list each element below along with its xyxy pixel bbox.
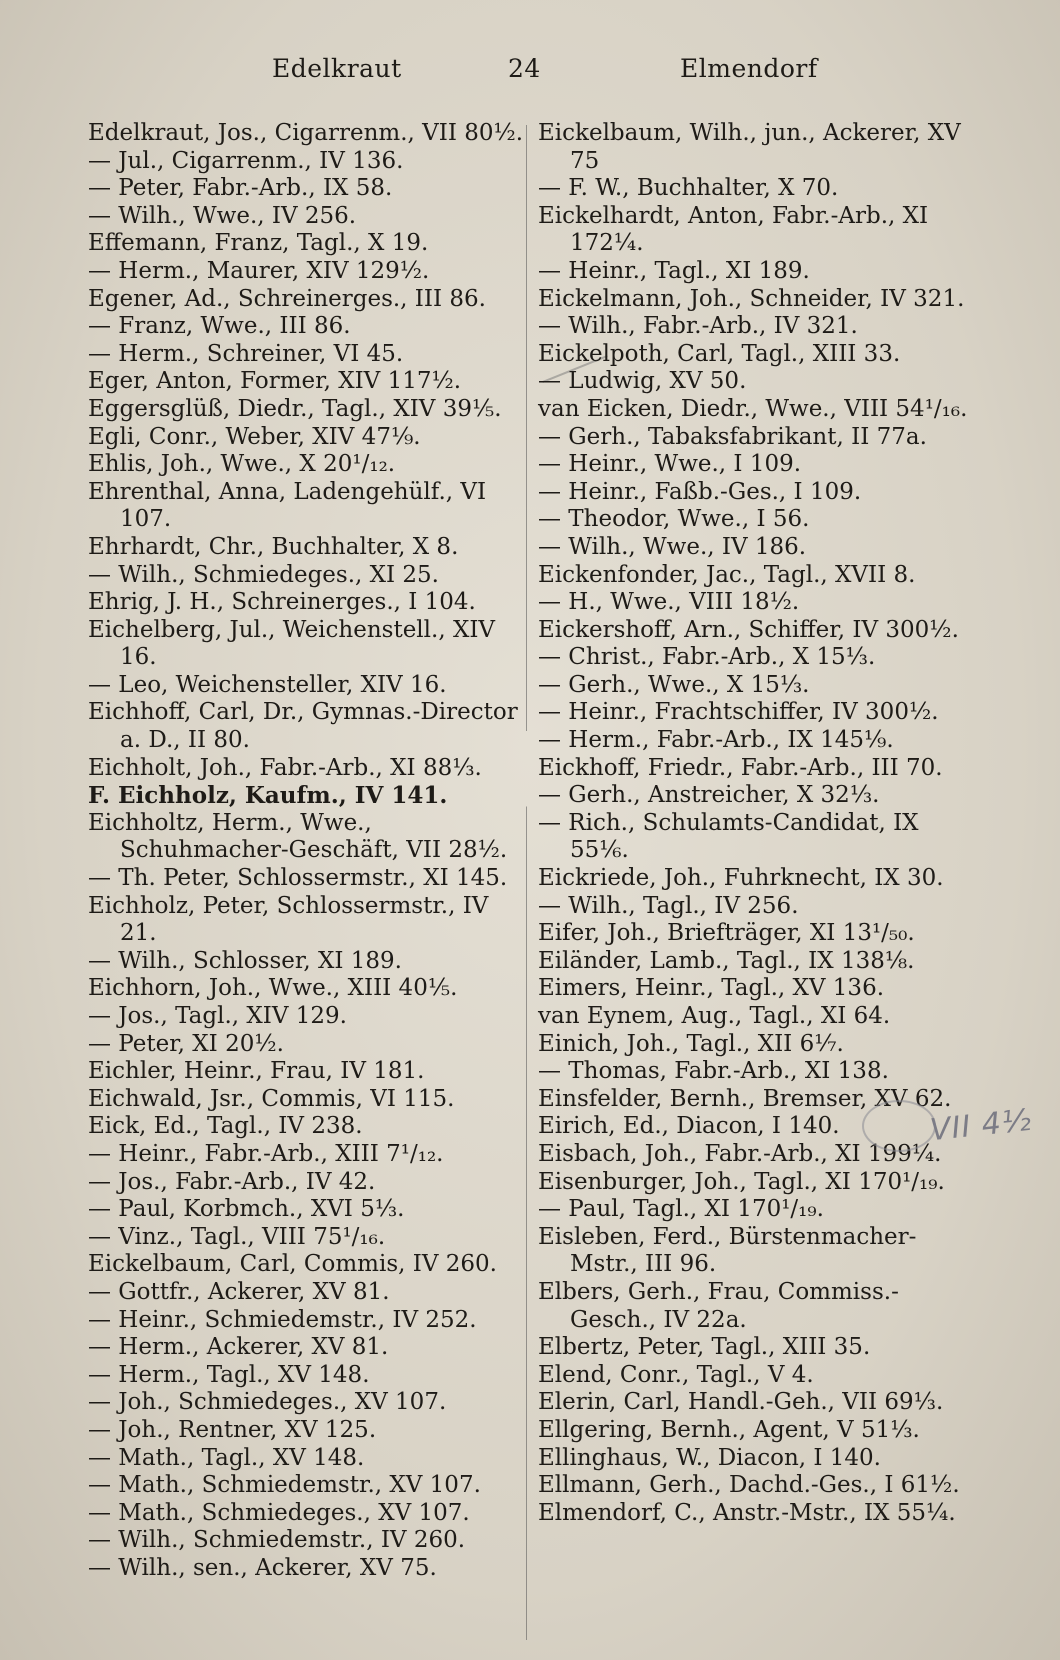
directory-entry: — Gerh., Tabaksfabrikant, II 77a. bbox=[538, 423, 927, 450]
directory-entry: — Wilh., Fabr.-Arb., IV 321. bbox=[538, 313, 858, 340]
directory-entry: — Thomas, Fabr.-Arb., XI 138. bbox=[538, 1058, 889, 1085]
directory-entry: Elend, Conr., Tagl., V 4. bbox=[538, 1361, 814, 1388]
directory-entry: — Paul, Korbmch., XVI 5⅓. bbox=[88, 1196, 405, 1223]
directory-entry: — Jos., Fabr.-Arb., IV 42. bbox=[88, 1168, 376, 1195]
directory-entry: Eickenfonder, Jac., Tagl., XVII 8. bbox=[538, 561, 916, 588]
directory-entry: van Eicken, Diedr., Wwe., VIII 54¹/₁₆. bbox=[538, 395, 968, 422]
directory-entry: Eichwald, Jsr., Commis, VI 115. bbox=[88, 1085, 455, 1112]
directory-entry: Eimers, Heinr., Tagl., XV 136. bbox=[538, 975, 885, 1002]
directory-entry: Eickriede, Joh., Fuhrknecht, IX 30. bbox=[538, 865, 944, 892]
directory-entry: Ehrenthal, Anna, Ladengehülf., VI 107. bbox=[88, 478, 487, 533]
directory-entry: — Heinr., Wwe., I 109. bbox=[538, 451, 802, 478]
directory-entry: — Ludwig, XV 50. bbox=[538, 368, 747, 395]
directory-entry: Eichhoff, Carl, Dr., Gymnas.-Director a. D., II 80. bbox=[88, 699, 518, 754]
directory-entry: — Heinr., Fabr.-Arb., XIII 7¹/₁₂. bbox=[88, 1140, 444, 1167]
directory-entry: — Herm., Ackerer, XV 81. bbox=[88, 1334, 389, 1361]
directory-entry: — Paul, Tagl., XI 170¹/₁₉. bbox=[538, 1196, 824, 1223]
directory-entry: F. Eichholz, Kaufm., IV 141. bbox=[88, 782, 448, 810]
directory-entry: — Heinr., Schmiedemstr., IV 252. bbox=[88, 1306, 477, 1333]
directory-entry: Eisbach, Joh., Fabr.-Arb., XI 199¼. bbox=[538, 1140, 942, 1167]
directory-entry: Eggersglüß, Diedr., Tagl., XIV 39⅕. bbox=[88, 395, 502, 422]
directory-entry: — Herm., Fabr.-Arb., IX 145⅑. bbox=[538, 727, 894, 754]
directory-entry: — Math., Tagl., XV 148. bbox=[88, 1444, 365, 1471]
directory-entry: — Wilh., Wwe., IV 186. bbox=[538, 533, 807, 560]
pencil-annotation: VII 4½ bbox=[928, 1102, 1034, 1149]
directory-entry: — Heinr., Tagl., XI 189. bbox=[538, 257, 810, 284]
directory-entry: — Theodor, Wwe., I 56. bbox=[538, 506, 810, 533]
directory-entry: — Gottfr., Ackerer, XV 81. bbox=[88, 1278, 390, 1305]
directory-entry: — Wilh., Tagl., IV 256. bbox=[538, 892, 799, 919]
page-number: 24 bbox=[508, 54, 541, 83]
directory-entry: — Herm., Schreiner, VI 45. bbox=[88, 340, 404, 367]
directory-entry: Eichler, Heinr., Frau, IV 181. bbox=[88, 1058, 425, 1085]
directory-entry: Elbertz, Peter, Tagl., XIII 35. bbox=[538, 1334, 871, 1361]
directory-entry: Eiländer, Lamb., Tagl., IX 138⅛. bbox=[538, 947, 915, 974]
directory-entry: Ellgering, Bernh., Agent, V 51⅓. bbox=[538, 1416, 920, 1443]
directory-entry: — Wilh., Schmiedemstr., IV 260. bbox=[88, 1527, 466, 1554]
directory-entry: Ellmann, Gerh., Dachd.-Ges., I 61½. bbox=[538, 1472, 960, 1499]
directory-entry: — F. W., Buchhalter, X 70. bbox=[538, 175, 839, 202]
directory-entry: Einsfelder, Bernh., Bremser, XV 62. bbox=[538, 1085, 952, 1112]
directory-entry: — Franz, Wwe., III 86. bbox=[88, 313, 351, 340]
directory-entry: — Wilh., Schmiedeges., XI 25. bbox=[88, 561, 439, 588]
directory-entry: van Eynem, Aug., Tagl., XI 64. bbox=[538, 1003, 891, 1029]
directory-entry: — Jul., Cigarrenm., IV 136. bbox=[88, 147, 404, 174]
directory-entry: — Wilh., Schlosser, XI 189. bbox=[88, 947, 402, 974]
directory-entry: Ehlis, Joh., Wwe., X 20¹/₁₂. bbox=[88, 451, 396, 478]
directory-entry: — Herm., Tagl., XV 148. bbox=[88, 1361, 370, 1388]
directory-entry: — Math., Schmiedeges., XV 107. bbox=[88, 1499, 470, 1526]
directory-entry: — Math., Schmiedemstr., XV 107. bbox=[88, 1472, 481, 1499]
directory-entry: — Herm., Maurer, XIV 129½. bbox=[88, 257, 430, 284]
directory-entry: Eichelberg, Jul., Weichenstell., XIV 16. bbox=[88, 616, 496, 671]
directory-entry: Eichholt, Joh., Fabr.-Arb., XI 88⅓. bbox=[88, 754, 482, 781]
directory-entry: Eickershoff, Arn., Schiffer, IV 300½. bbox=[538, 616, 959, 643]
directory-entry: Ellinghaus, W., Diacon, I 140. bbox=[538, 1444, 881, 1471]
directory-entry: Ehrig, J. H., Schreinerges., I 104. bbox=[88, 589, 476, 616]
directory-entry: Eifer, Joh., Briefträger, XI 13¹/₅₀. bbox=[538, 920, 915, 947]
page-header bbox=[0, 54, 1060, 94]
directory-entry: Egli, Conr., Weber, XIV 47⅑. bbox=[88, 423, 421, 450]
directory-entry: Eichholtz, Herm., Wwe., Schuhmacher-Geschäft, VII 28½. bbox=[88, 809, 508, 864]
header-last-entry: Elmendorf bbox=[680, 54, 818, 83]
directory-entry: — Christ., Fabr.-Arb., X 15⅓. bbox=[538, 644, 876, 671]
directory-entry: Eickelpoth, Carl, Tagl., XIII 33. bbox=[538, 340, 901, 367]
directory-entry: Effemann, Franz, Tagl., X 19. bbox=[88, 230, 429, 257]
directory-entry: — Heinr., Faßb.-Ges., I 109. bbox=[538, 478, 862, 505]
left-column bbox=[88, 120, 528, 1582]
directory-entry: Elerin, Carl, Handl.-Geh., VII 69⅓. bbox=[538, 1389, 944, 1416]
directory-entry: Eickelmann, Joh., Schneider, IV 321. bbox=[538, 285, 965, 312]
directory-entry: Eirich, Ed., Diacon, I 140. bbox=[538, 1113, 840, 1140]
directory-entry: Eickhoff, Friedr., Fabr.-Arb., III 70. bbox=[538, 754, 943, 781]
directory-entry: — Gerh., Wwe., X 15⅓. bbox=[538, 671, 810, 698]
directory-entry: Eickelbaum, Wilh., jun., Ackerer, XV 75 bbox=[538, 120, 961, 174]
directory-entry: Edelkraut, Jos., Cigarrenm., VII 80½. bbox=[88, 120, 524, 146]
directory-entry: — Wilh., sen., Ackerer, XV 75. bbox=[88, 1554, 437, 1581]
directory-entry: — Jos., Tagl., XIV 129. bbox=[88, 1003, 347, 1029]
directory-entry: Eisenburger, Joh., Tagl., XI 170¹/₁₉. bbox=[538, 1168, 945, 1195]
directory-entry: Egener, Ad., Schreinerges., III 86. bbox=[88, 285, 486, 312]
directory-entry: — Wilh., Wwe., IV 256. bbox=[88, 202, 357, 229]
directory-entry: — Th. Peter, Schlossermstr., XI 145. bbox=[88, 865, 508, 892]
directory-entry: Ehrhardt, Chr., Buchhalter, X 8. bbox=[88, 533, 459, 560]
directory-entry: — H., Wwe., VIII 18½. bbox=[538, 589, 800, 616]
directory-entry: — Peter, Fabr.-Arb., IX 58. bbox=[88, 175, 393, 202]
directory-entry: Einich, Joh., Tagl., XII 6⅐. bbox=[538, 1030, 844, 1057]
directory-entry: Elmendorf, C., Anstr.-Mstr., IX 55¼. bbox=[538, 1499, 956, 1526]
directory-entry: — Joh., Schmiedeges., XV 107. bbox=[88, 1389, 447, 1416]
header-first-entry: Edelkraut bbox=[272, 54, 402, 83]
directory-entry: — Rich., Schulamts-Candidat, IX 55⅙. bbox=[538, 809, 919, 864]
directory-entry: — Heinr., Frachtschiffer, IV 300½. bbox=[538, 699, 939, 726]
directory-entry: Eickelhardt, Anton, Fabr.-Arb., XI 172¼. bbox=[538, 202, 929, 257]
pencil-circle-mark bbox=[862, 1100, 936, 1152]
directory-entry: Elbers, Gerh., Frau, Commiss.-Gesch., IV 22a. bbox=[538, 1278, 899, 1333]
directory-entry: Eger, Anton, Former, XIV 117½. bbox=[88, 368, 462, 395]
directory-entry: — Leo, Weichensteller, XIV 16. bbox=[88, 671, 447, 698]
right-column bbox=[538, 120, 968, 1527]
directory-entry: Eick, Ed., Tagl., IV 238. bbox=[88, 1113, 363, 1140]
directory-entry: Eickelbaum, Carl, Commis, IV 260. bbox=[88, 1251, 497, 1278]
directory-entry: Eisleben, Ferd., Bürstenmacher-Mstr., III 96. bbox=[538, 1223, 917, 1278]
directory-entry: Eichhorn, Joh., Wwe., XIII 40⅕. bbox=[88, 975, 458, 1002]
directory-entry: Eichholz, Peter, Schlossermstr., IV 21. bbox=[88, 892, 489, 947]
directory-entry: — Gerh., Anstreicher, X 32⅓. bbox=[538, 782, 880, 809]
directory-entry: — Peter, XI 20½. bbox=[88, 1030, 284, 1057]
directory-entry: — Vinz., Tagl., VIII 75¹/₁₆. bbox=[88, 1223, 386, 1250]
directory-entry: — Joh., Rentner, XV 125. bbox=[88, 1416, 377, 1443]
